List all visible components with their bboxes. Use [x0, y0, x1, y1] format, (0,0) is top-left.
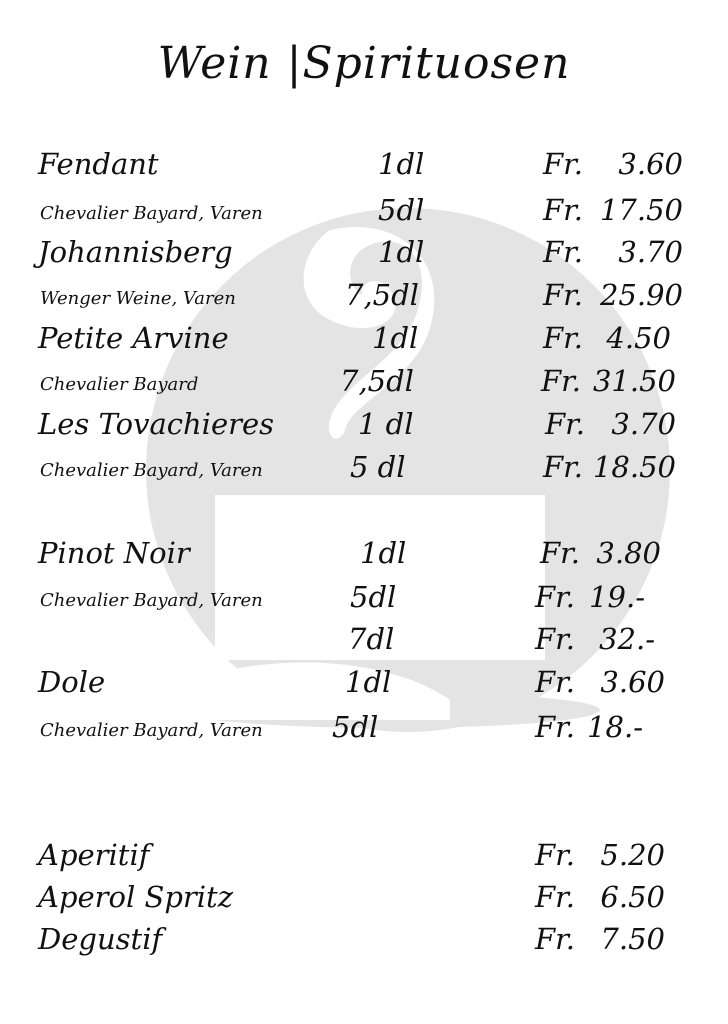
item-price: 3.70 [618, 235, 683, 269]
item-producer: Chevalier Bayard, Varen [40, 720, 263, 741]
menu-row [0, 235, 728, 275]
item-quantity: 1dl [372, 321, 419, 355]
item-price: 3.60 [600, 665, 665, 699]
currency-label: Fr. [541, 364, 582, 398]
currency-label: Fr. [535, 580, 576, 614]
menu-row [0, 193, 728, 233]
item-name: Pinot Noir [38, 536, 190, 570]
menu-title: Wein |Spirituosen [157, 38, 571, 89]
menu-row [0, 407, 728, 447]
item-quantity: 1dl [378, 235, 425, 269]
currency-label: Fr. [535, 880, 576, 914]
currency-label: Fr. [543, 321, 584, 355]
menu-row [0, 147, 728, 187]
currency-label: Fr. [535, 838, 576, 872]
menu-row [0, 922, 728, 962]
menu-row [0, 321, 728, 361]
menu-row [0, 880, 728, 920]
menu-row [0, 536, 728, 576]
currency-label: Fr. [535, 922, 576, 956]
currency-label: Fr. [540, 536, 581, 570]
item-quantity: 5 dl [350, 450, 406, 484]
item-name: Dole [38, 665, 106, 699]
currency-label: Fr. [543, 235, 584, 269]
item-quantity: 1dl [345, 665, 392, 699]
item-quantity: 7,5dl [340, 364, 414, 398]
item-quantity: 7,5dl [345, 278, 419, 312]
item-name: Johannisberg [38, 235, 233, 269]
menu-row [0, 580, 728, 620]
item-name: Petite Arvine [38, 321, 229, 355]
currency-label: Fr. [535, 622, 576, 656]
currency-label: Fr. [543, 147, 584, 181]
item-quantity: 1 dl [358, 407, 414, 441]
item-price: 3.80 [596, 536, 661, 570]
item-name: Degustif [38, 922, 163, 956]
currency-label: Fr. [543, 193, 584, 227]
item-price: 32.- [599, 622, 655, 656]
item-price: 18.50 [592, 450, 676, 484]
item-price: 31.50 [592, 364, 676, 398]
item-producer: Wenger Weine, Varen [40, 288, 236, 309]
item-quantity: 5dl [332, 710, 379, 744]
item-name: Les Tovachieres [38, 407, 275, 441]
item-price: 25.90 [599, 278, 683, 312]
item-name: Fendant [38, 147, 159, 181]
menu-row [0, 710, 728, 750]
item-producer: Chevalier Bayard, Varen [40, 590, 263, 611]
currency-label: Fr. [535, 665, 576, 699]
item-price: 6.50 [600, 880, 665, 914]
item-name: Aperol Spritz [38, 880, 233, 914]
menu-row [0, 665, 728, 705]
item-price: 7.50 [600, 922, 665, 956]
item-quantity: 7dl [348, 622, 395, 656]
item-producer: Chevalier Bayard, Varen [40, 203, 263, 224]
currency-label: Fr. [543, 450, 584, 484]
item-price: 4.50 [606, 321, 671, 355]
item-producer: Chevalier Bayard [40, 374, 199, 395]
menu-row [0, 278, 728, 318]
item-price: 5.20 [600, 838, 665, 872]
currency-label: Fr. [545, 407, 586, 441]
item-price: 3.60 [618, 147, 683, 181]
item-quantity: 5dl [378, 193, 425, 227]
item-quantity: 5dl [350, 580, 397, 614]
item-quantity: 1dl [378, 147, 425, 181]
menu-row [0, 364, 728, 404]
menu-row [0, 450, 728, 490]
currency-label: Fr. [543, 278, 584, 312]
item-price: 19.- [589, 580, 645, 614]
menu-row [0, 838, 728, 878]
item-producer: Chevalier Bayard, Varen [40, 460, 263, 481]
item-price: 3.70 [611, 407, 676, 441]
menu-row [0, 622, 728, 662]
item-name: Aperitif [38, 838, 150, 872]
item-price: 17.50 [599, 193, 683, 227]
currency-label: Fr. [535, 710, 576, 744]
item-quantity: 1dl [360, 536, 407, 570]
item-price: 18.- [587, 710, 643, 744]
